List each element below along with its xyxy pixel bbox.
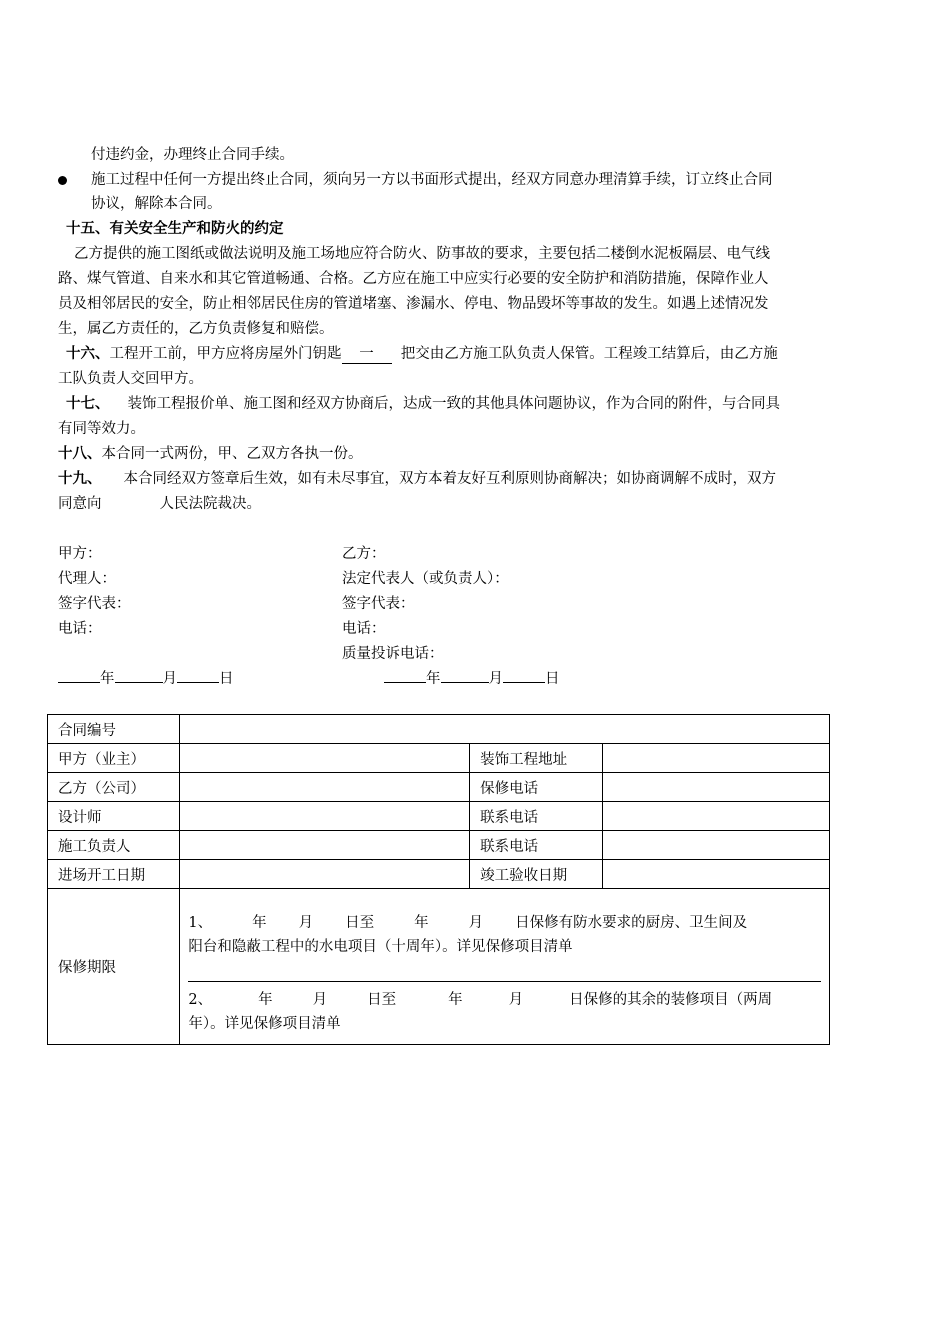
section-15-line-4: 生，属乙方责任的，乙方负责修复和赔偿。 <box>58 321 334 337</box>
party-b-label: 乙方： <box>342 546 386 562</box>
table-row <box>48 773 830 802</box>
date-b-month: 月 <box>488 671 503 687</box>
party-b-cell-label: 乙方（公司） <box>48 773 180 802</box>
legal-rep-label: 法定代表人（或负责人）： <box>342 571 509 587</box>
section-16-line-2: 工队负责人交回甲方。 <box>58 371 203 387</box>
warranty-item-1-day-to: 日至 <box>345 915 375 931</box>
completion-date-value[interactable] <box>603 860 830 889</box>
date-b <box>384 666 560 691</box>
phone-a-label: 电话： <box>58 621 102 637</box>
key-count-blank: 一 <box>342 345 392 364</box>
section-19-text-b2: 人民法院裁决。 <box>159 496 261 512</box>
warranty-item-2-number: 2、 <box>188 992 213 1008</box>
table-row <box>48 860 830 889</box>
party-b-value[interactable] <box>180 773 470 802</box>
warranty-item-2-year2: 年 <box>448 992 463 1008</box>
contract-no-label: 合同编号 <box>48 715 180 744</box>
table-row <box>48 802 830 831</box>
section-15-line-1: 乙方提供的施工图纸或做法说明及施工场地应符合防火、防事故的要求，主要包括二楼倒水泥板隔层、电气线 <box>74 246 770 262</box>
contact-phone-label-1: 联系电话 <box>470 802 603 831</box>
contract-info-table <box>47 714 830 1045</box>
designer-label: 设计师 <box>48 802 180 831</box>
warranty-item-2-text: 日保修的其余的装修项目（两周 <box>569 992 773 1008</box>
warranty-phone-value[interactable] <box>603 773 830 802</box>
section-18-number: 十八、 <box>58 445 102 462</box>
warranty-item-1-number: 1、 <box>188 915 213 931</box>
bullet-icon <box>58 176 67 185</box>
construction-lead-label: 施工负责人 <box>48 831 180 860</box>
section-15-heading: 十五、有关安全生产和防火的约定 <box>66 220 284 237</box>
date-a <box>58 666 234 691</box>
section-15-line-2: 路、煤气管道、自来水和其它管道畅通、合格。乙方应在施工中应实行必要的安全防护和消防措施，保障作业人 <box>58 271 769 287</box>
party-a-label: 甲方： <box>58 546 102 562</box>
warranty-period-content <box>180 889 830 1045</box>
designer-value[interactable] <box>180 802 470 831</box>
address-value[interactable] <box>603 744 830 773</box>
table-row <box>48 715 830 744</box>
bullet-text-line-1: 施工过程中任何一方提出终止合同，须向另一方以书面形式提出，经双方同意办理清算手续，订立终止合同 <box>91 172 773 188</box>
section-17-line-1 <box>66 392 780 416</box>
section-16-text-b: 把交由乙方施工队负责人保管。工程竣工结算后，由乙方施 <box>400 346 778 362</box>
section-16-line-1 <box>66 342 778 366</box>
section-16-text-a: 工程开工前，甲方应将房屋外门钥匙 <box>109 346 342 362</box>
contract-no-value[interactable] <box>180 715 830 744</box>
warranty-item-2-day-to: 日至 <box>367 992 397 1008</box>
address-label: 装饰工程地址 <box>470 744 603 773</box>
section-16-number: 十六、 <box>66 345 110 362</box>
warranty-item-1 <box>188 889 821 981</box>
sign-rep-a-label: 签字代表： <box>58 596 131 612</box>
warranty-item-1-month2: 月 <box>468 915 484 931</box>
table-row <box>48 831 830 860</box>
bullet-text-line-2: 协议，解除本合同。 <box>91 196 222 212</box>
section-18-text: 本合同一式两份，甲、乙双方各执一份。 <box>101 446 363 462</box>
paragraph-termination-end: 付违约金，办理终止合同手续。 <box>91 147 294 163</box>
date-a-month: 月 <box>162 671 177 687</box>
contact-phone-label-2: 联系电话 <box>470 831 603 860</box>
section-19-line-2 <box>58 492 261 516</box>
construction-lead-value[interactable] <box>180 831 470 860</box>
section-19-line-1 <box>58 467 776 491</box>
start-date-label: 进场开工日期 <box>48 860 180 889</box>
contact-phone-value-2[interactable] <box>603 831 830 860</box>
warranty-phone-label: 保修电话 <box>470 773 603 802</box>
section-19-number: 十九、 <box>58 470 102 487</box>
section-17-line-2: 有同等效力。 <box>58 421 145 437</box>
date-b-year: 年 <box>426 671 441 687</box>
agent-label: 代理人： <box>58 571 116 587</box>
warranty-item-2-year: 年 <box>258 992 273 1008</box>
contact-phone-value-1[interactable] <box>603 802 830 831</box>
warranty-period-label: 保修期限 <box>48 889 180 1045</box>
table-row <box>48 889 830 1045</box>
warranty-item-2-line-2: 年）。详见保修项目清单 <box>188 1016 341 1032</box>
completion-date-label: 竣工验收日期 <box>470 860 603 889</box>
warranty-item-2-month2: 月 <box>508 992 524 1008</box>
section-19-text-b1: 同意向 <box>58 496 102 512</box>
sign-rep-b-label: 签字代表： <box>342 596 415 612</box>
date-b-day: 日 <box>545 671 560 687</box>
warranty-item-1-line-2: 阳台和隐蔽工程中的水电项目（十周年）。详见保修项目清单 <box>188 939 573 955</box>
section-17-number: 十七、 <box>66 395 110 412</box>
warranty-item-1-year: 年 <box>252 915 267 931</box>
section-15-line-3: 员及相邻居民的安全，防止相邻居民住房的管道堵塞、渗漏水、停电、物品毁坏等事故的发生。如遇上述情况发 <box>58 296 769 312</box>
date-a-year: 年 <box>100 671 115 687</box>
warranty-item-1-text: 日保修有防水要求的厨房、卫生间及 <box>515 915 748 931</box>
start-date-value[interactable] <box>180 860 470 889</box>
section-19-text-a: 本合同经双方签章后生效，如有未尽事宜，双方本着友好互利原则协商解决；如协商调解不成时，双方 <box>123 471 776 487</box>
table-row <box>48 744 830 773</box>
phone-b-label: 电话： <box>342 621 386 637</box>
complaint-phone-label: 质量投诉电话： <box>342 646 444 662</box>
warranty-item-2 <box>188 981 821 1044</box>
party-a-value[interactable] <box>180 744 470 773</box>
warranty-item-2-month: 月 <box>312 992 328 1008</box>
warranty-item-1-month: 月 <box>298 915 314 931</box>
date-a-day: 日 <box>219 671 234 687</box>
section-17-text: 装饰工程报价单、施工图和经双方协商后，达成一致的其他具体问题协议，作为合同的附件，与合同具 <box>127 396 780 412</box>
warranty-item-1-year2: 年 <box>414 915 429 931</box>
section-18 <box>58 442 363 466</box>
party-a-cell-label: 甲方（业主） <box>48 744 180 773</box>
